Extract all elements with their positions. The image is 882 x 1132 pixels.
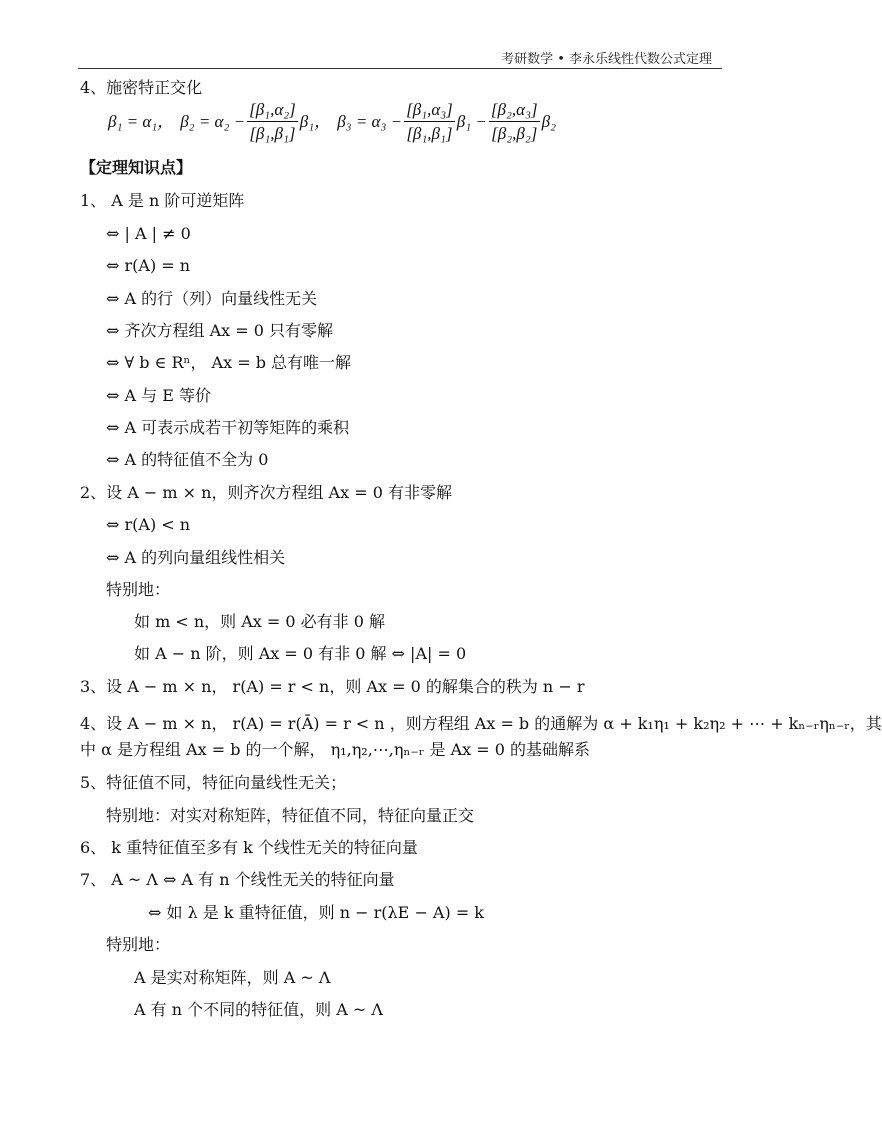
theorem-4-line1: 4、设 A − m × n， r(A) = r(Ā) = r < n ，则方程组 Ax = b 的通解为 α + k₁η₁ + k₂η₂ + ⋯ + kₙ₋ᵣηₙ₋ᵣ，其 [80, 714, 882, 733]
fraction-3-den: [β₂,β₂] [491, 123, 538, 143]
equiv-rows: ⇔ A 的行（列）向量线性无关 [106, 289, 318, 308]
t7-case-2: A 有 n 个不同的特征值，则 A ~ Λ [134, 1000, 383, 1019]
fraction-2-num: [β₁,α₃] [404, 101, 455, 122]
equiv-det: ⇔ | A | ≠ 0 [106, 224, 191, 243]
t7-special: 特别地： [106, 935, 171, 954]
t2-rank: ⇔ r(A) < n [106, 515, 191, 534]
t7-case-1: A 是实对称矩阵，则 A ~ Λ [134, 968, 331, 987]
section-heading: 【定理知识点】 [80, 158, 193, 177]
section-4-title: 4、施密特正交化 [80, 78, 203, 97]
schmidt-formula [108, 98, 556, 144]
t2-columns: ⇔ A 的列向量组线性相关 [106, 548, 286, 567]
header-rule [78, 68, 722, 69]
equiv-equivalent-e: ⇔ A 与 E 等价 [106, 386, 211, 405]
beta1-expr: β₁ = α₁， [108, 111, 175, 131]
theorem-1: 1、 A 是 n 阶可逆矩阵 [80, 191, 245, 210]
theorem-5: 5、特征值不同，特征向量线性无关； [80, 773, 347, 792]
page-header: 考研数学 • 李永乐线性代数公式定理 [501, 52, 712, 67]
theorem-4-line2: 中 α 是方程组 Ax = b 的一个解， η₁,η₂,⋯,ηₙ₋ᵣ 是 Ax = 0 的基础解系 [80, 740, 590, 759]
fraction-2-den: [β₁,β₁] [406, 123, 453, 143]
equiv-zero-solution: ⇔ 齐次方程组 Ax = 0 只有零解 [106, 321, 334, 340]
t2-case-1: 如 m < n，则 Ax = 0 必有非 0 解 [134, 612, 386, 631]
fraction-1-den: [β₁,β₁] [249, 123, 296, 143]
beta2-lead: β₂ = α₂ − [180, 111, 246, 131]
fraction-1-num: [β₁,α₂] [247, 101, 298, 122]
theorem-2: 2、设 A − m × n，则齐次方程组 Ax = 0 有非零解 [80, 483, 452, 502]
fraction-2 [404, 101, 455, 142]
theorem-6: 6、 k 重特征值至多有 k 个线性无关的特征向量 [80, 838, 418, 857]
equiv-eigenvalues: ⇔ A 的特征值不全为 0 [106, 450, 269, 469]
beta2-tail: β₁， [299, 111, 332, 131]
fraction-3 [489, 101, 540, 142]
equiv-unique-solution: ⇔ ∀ b ∈ Rⁿ， Ax = b 总有唯一解 [106, 353, 352, 372]
equiv-rank: ⇔ r(A) = n [106, 256, 191, 275]
t5-special: 特别地：对实对称矩阵，特征值不同，特征向量正交 [106, 806, 475, 825]
theorem-3: 3、设 A − m × n， r(A) = r < n，则 Ax = 0 的解集合的秩为 n − r [80, 677, 585, 696]
t2-case-2: 如 A − n 阶，则 Ax = 0 有非 0 解 ⇔ |A| = 0 [134, 644, 467, 663]
beta3-mid: β₁ − [456, 111, 487, 131]
equiv-elementary: ⇔ A 可表示成若干初等矩阵的乘积 [106, 418, 350, 437]
beta3-lead: β₃ = α₃ − [337, 111, 403, 131]
t7-condition: ⇔ 如 λ 是 k 重特征值，则 n − r(λE − A) = k [148, 903, 485, 922]
fraction-3-num: [β₂,α₃] [489, 101, 540, 122]
fraction-1 [247, 101, 298, 142]
t2-special: 特别地： [106, 580, 171, 599]
theorem-7: 7、 A ~ Λ ⇔ A 有 n 个线性无关的特征向量 [80, 870, 395, 889]
beta3-tail: β₂ [541, 111, 556, 131]
